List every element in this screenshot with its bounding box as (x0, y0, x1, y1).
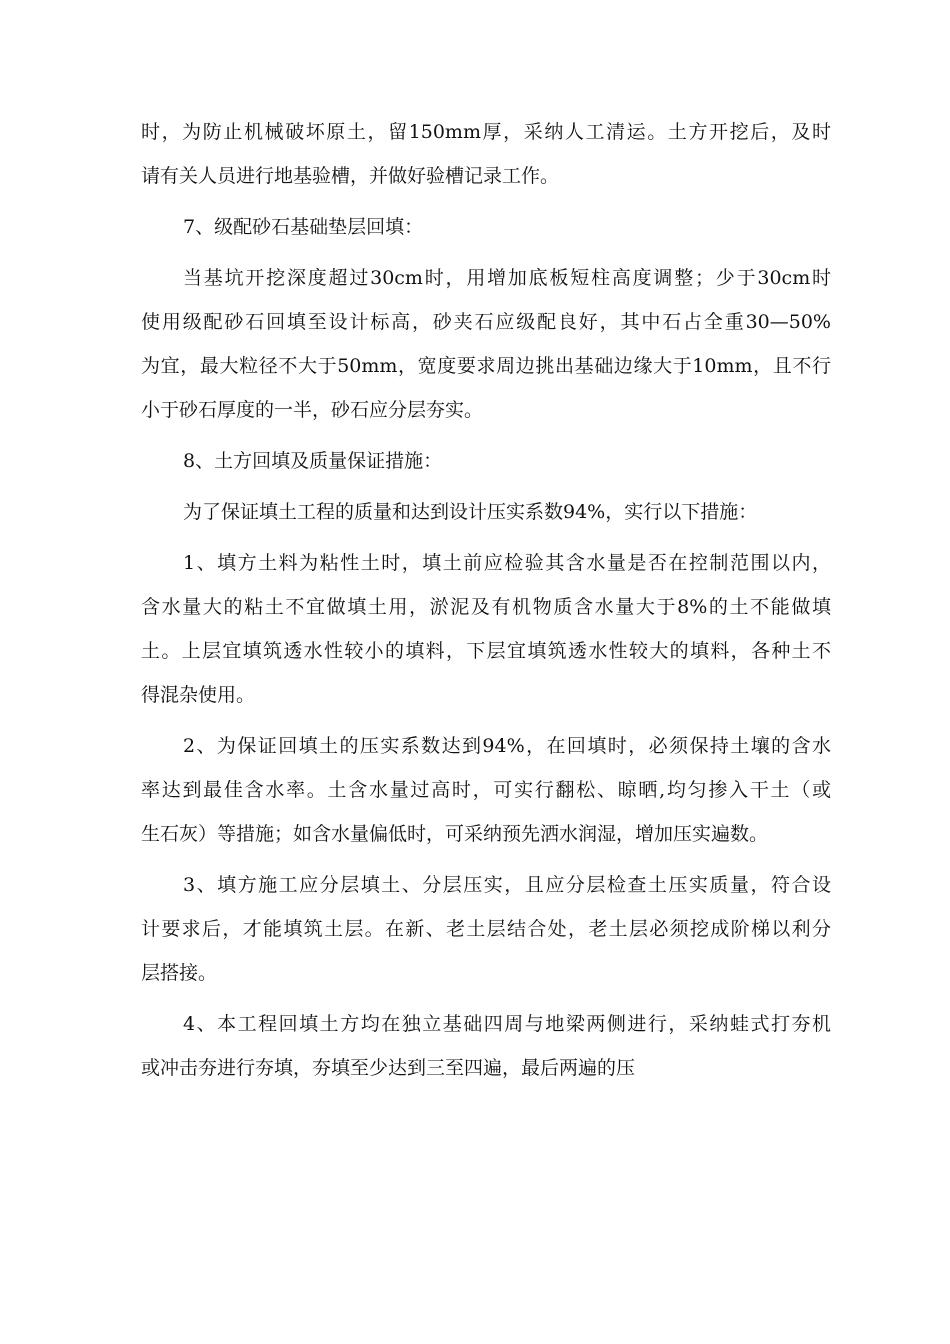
text-line: 率达到最佳含水率。土含水量过高时，可实行翻松、晾晒,均匀掺入干土（或 (141, 779, 831, 801)
document-body (141, 110, 831, 1090)
paragraph (141, 256, 831, 432)
text-line: 1、填方土料为粘性土时，填土前应检验其含水量是否在控制范围以内， (183, 552, 831, 574)
paragraph (141, 863, 831, 995)
paragraph (141, 110, 831, 198)
text-line: 得混杂使用。 (141, 684, 256, 706)
text-line: 4、本工程回填土方均在独立基础四周与地梁两侧进行，采纳蛙式打夯机 (183, 1013, 831, 1035)
text-line: 层搭接。 (141, 962, 218, 984)
text-line: 小于砂石厚度的一半，砂石应分层夯实。 (141, 399, 484, 421)
text-line: 土。上层宜填筑透水性较小的填料，下层宜填筑透水性较大的填料，各种土不 (141, 640, 831, 662)
text-line: 7、级配砂石基础垫层回填： (183, 216, 424, 238)
text-line: 或冲击夯进行夯填，夯填至少达到三至四遍，最后两遍的压 (141, 1057, 636, 1079)
text-line: 为了保证填土工程的质量和达到设计压实系数94%，实行以下措施： (183, 501, 758, 523)
text-line: 3、填方施工应分层填土、分层压实，且应分层检查土压实质量，符合设 (183, 874, 831, 896)
text-line: 2、为保证回填土的压实系数达到94%，在回填时，必须保持土壤的含水 (183, 735, 831, 757)
text-line: 为宜，最大粒径不大于50mm，宽度要求周边挑出基础边缘大于10mm，且不行 (141, 355, 831, 377)
paragraph (141, 541, 831, 717)
section-heading (141, 205, 831, 249)
text-line: 使用级配砂石回填至设计标高，砂夹石应级配良好，其中石占全重30—50% (141, 311, 831, 333)
text-line: 计要求后，才能填筑土层。在新、老土层结合处，老土层必须挖成阶梯以利分 (141, 918, 831, 940)
paragraph (141, 490, 831, 534)
text-line: 生石灰）等措施；如含水量偏低时，可采纳预先洒水润湿，增加压实遍数。 (141, 823, 769, 845)
text-line: 含水量大的粘土不宜做填土用，淤泥及有机物质含水量大于8%的土不能做填 (141, 596, 831, 618)
text-line: 当基坑开挖深度超过30cm时，用增加底板短柱高度调整；少于30cm时 (183, 267, 831, 289)
paragraph (141, 1002, 831, 1090)
paragraph (141, 724, 831, 856)
text-line: 8、土方回填及质量保证措施： (183, 450, 443, 472)
text-line: 请有关人员进行地基验槽，并做好验槽记录工作。 (141, 165, 560, 187)
text-line: 时，为防止机械破坏原土，留150mm厚，采纳人工清运。土方开挖后，及时 (141, 121, 831, 143)
section-heading (141, 439, 831, 483)
